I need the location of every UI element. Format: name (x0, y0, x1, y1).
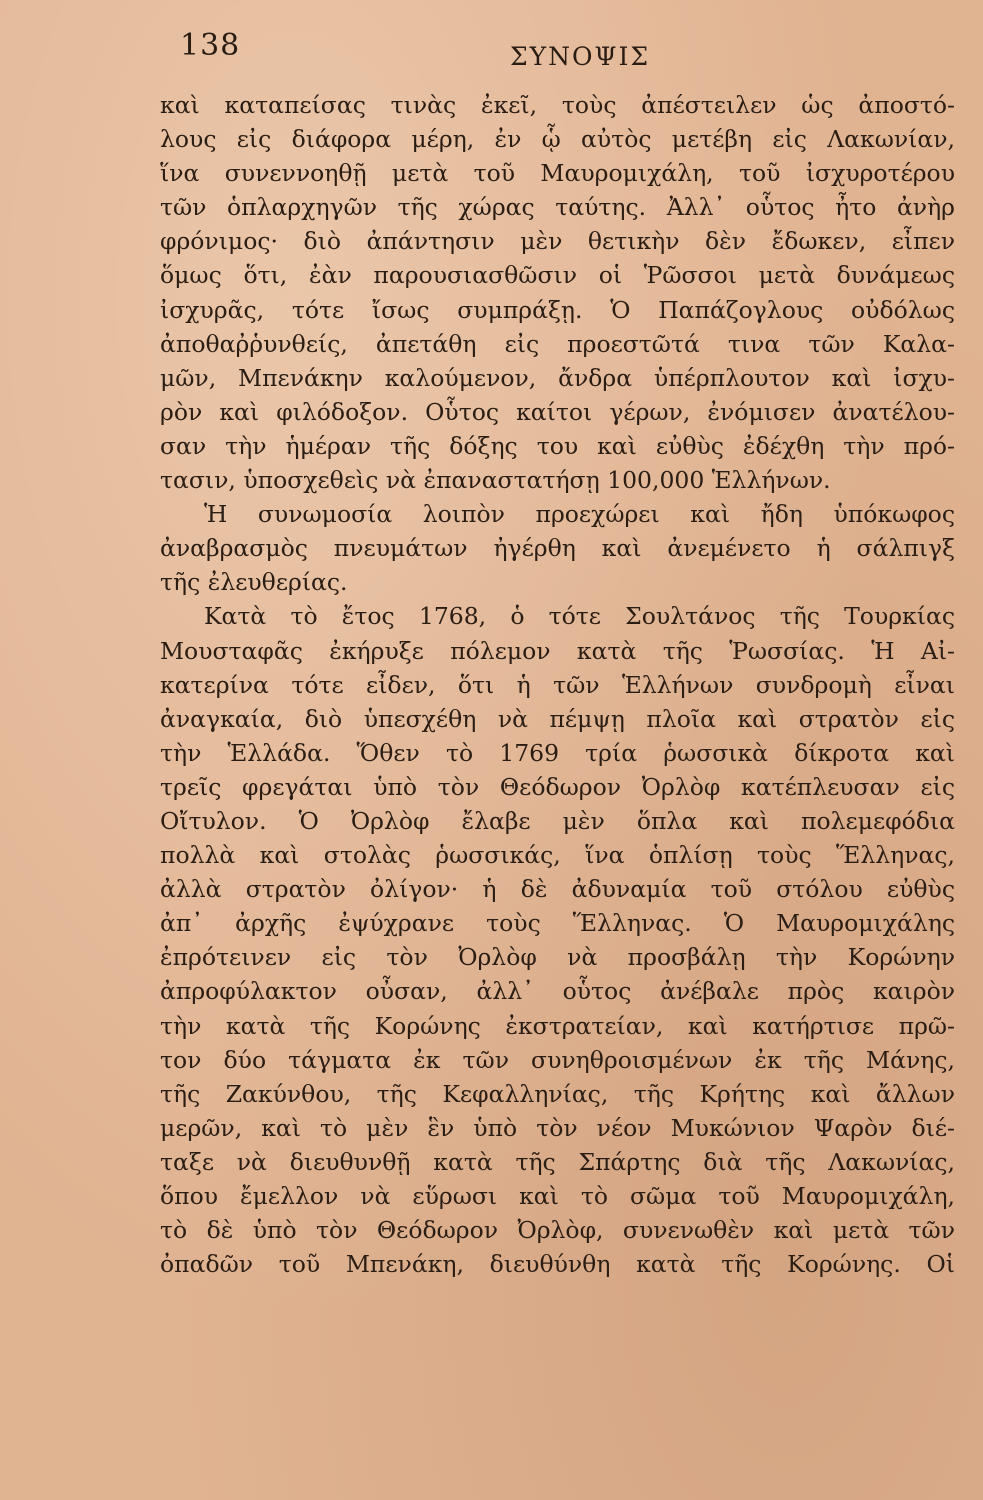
text-line: ταξε νὰ διευθυνθῇ κατὰ τῆς Σπάρτης διὰ τῆς Λακωνίας, (160, 1147, 955, 1176)
body-text (160, 88, 955, 1281)
text-line: ἀποθαῤῥυνθείς, ἀπετάθη εἰς προεστῶτά τινα τῶν Καλα- (160, 329, 955, 358)
text-line: ἀλλὰ στρατὸν ὀλίγον· ἡ δὲ ἀδυναμία τοῦ στόλου εὐθὺς (160, 875, 955, 904)
text-line: Ἡ συνωμοσία λοιπὸν προεχώρει καὶ ἤδη ὑπόκωφος (204, 500, 955, 529)
text-line: τῆς Ζακύνθου, τῆς Κεφαλληνίας, τῆς Κρήτης καὶ ἄλλων (160, 1079, 955, 1108)
text-line: μῶν, Μπενάκην καλούμενον, ἄνδρα ὑπέρπλουτον καὶ ἰσχυ- (160, 363, 955, 392)
text-line: κατερίνα τότε εἶδεν, ὅτι ἡ τῶν Ἑλλήνων συνδρομὴ εἶναι (160, 670, 955, 699)
text-line: Οἴτυλον. Ὁ Ὀρλὸφ ἔλαβε μὲν ὅπλα καὶ πολεμεφόδια (160, 806, 955, 835)
text-line: τὸ δὲ ὑπὸ τὸν Θεόδωρον Ὀρλὸφ, συνενωθὲν καὶ μετὰ τῶν (160, 1216, 955, 1245)
text-line: μερῶν, καὶ τὸ μὲν ἓν ὑπὸ τὸν νέον Μυκώνιον Ψαρὸν διέ- (160, 1113, 955, 1142)
text-line: ἵνα συνεννοηθῇ μετὰ τοῦ Μαυρομιχάλη, τοῦ ἰσχυροτέρου (160, 159, 955, 188)
text-line: ἰσχυρᾶς, τότε ἴσως συμπράξῃ. Ὁ Παπάζογλους οὐδόλως (160, 295, 955, 324)
text-line: ἀναβρασμὸς πνευμάτων ἠγέρθη καὶ ἀνεμένετο ἡ σάλπιγξ (160, 534, 955, 563)
text-line: τὴν κατὰ τῆς Κορώνης ἐκστρατείαν, καὶ κατήρτισε πρῶ- (160, 1011, 955, 1040)
text-line: ἀπ᾽ ἀρχῆς ἐψύχρανε τοὺς Ἕλληνας. Ὁ Μαυρομιχάλης (160, 909, 955, 938)
text-line: ἀπροφύλακτον οὖσαν, ἀλλ᾽ οὗτος ἀνέβαλε πρὸς καιρὸν (160, 977, 955, 1006)
text-line: τρεῖς φρεγάται ὑπὸ τὸν Θεόδωρον Ὀρλὸφ κατέπλευσαν εἰς (160, 772, 955, 801)
running-title: ΣΥΝΟΨΙΣ (510, 42, 651, 71)
text-line: τασιν, ὑποσχεθεὶς νὰ ἐπαναστατήσῃ 100,000 Ἑλλήνων. (160, 466, 831, 495)
text-line: τὴν Ἑλλάδα. Ὅθεν τὸ 1769 τρία ῥωσσικὰ δίκροτα καὶ (160, 738, 955, 767)
page-header (180, 28, 923, 78)
text-line: σαν τὴν ἡμέραν τῆς δόξης του καὶ εὐθὺς ἐδέχθη τὴν πρό- (160, 431, 955, 460)
text-line: ὅπου ἔμελλον νὰ εὕρωσι καὶ τὸ σῶμα τοῦ Μαυρομιχάλη, (160, 1182, 955, 1210)
text-line: ὅμως ὅτι, ἐὰν παρουσιασθῶσιν οἱ Ῥῶσσοι μετὰ δυνάμεως (160, 261, 955, 290)
text-line: φρόνιμος· διὸ ἀπάντησιν μὲν θετικὴν δὲν ἔδωκεν, εἶπεν (160, 227, 955, 256)
text-line: ρὸν καὶ φιλόδοξον. Οὗτος καίτοι γέρων, ἐνόμισεν ἀνατέλου- (160, 397, 955, 426)
text-line: τον δύο τάγματα ἐκ τῶν συνηθροισμένων ἐκ τῆς Μάνης, (160, 1045, 955, 1074)
page-number: 138 (180, 28, 241, 63)
text-line: ἀναγκαία, διὸ ὑπεσχέθη νὰ πέμψῃ πλοῖα καὶ στρατὸν εἰς (160, 704, 955, 733)
text-line: πολλὰ καὶ στολὰς ῥωσσικάς, ἵνα ὁπλίσῃ τοὺς Ἕλληνας, (160, 841, 955, 870)
text-line: ὀπαδῶν τοῦ Μπενάκη, διευθύνθη κατὰ τῆς Κορώνης. Οἱ (160, 1250, 955, 1279)
text-line: τῆς ἐλευθερίας. (160, 568, 348, 597)
text-line: ἐπρότεινεν εἰς τὸν Ὀρλὸφ νὰ προσβάλῃ τὴν Κορώνην (160, 943, 955, 972)
text-line: τῶν ὁπλαρχηγῶν τῆς χώρας ταύτης. Ἀλλ᾽ οὗτος ἦτο ἀνὴρ (160, 193, 955, 222)
text-line: λους εἰς διάφορα μέρη, ἐν ᾧ αὐτὸς μετέβη εἰς Λακωνίαν, (160, 125, 955, 154)
text-line: Κατὰ τὸ ἔτος 1768, ὁ τότε Σουλτάνος τῆς Τουρκίας (204, 602, 955, 631)
text-line: Μουσταφᾶς ἐκήρυξε πόλεμον κατὰ τῆς Ῥωσσίας. Ἡ Αἰ- (160, 636, 955, 665)
text-line: καὶ καταπείσας τινὰς ἐκεῖ, τοὺς ἀπέστειλεν ὡς ἀποστό- (160, 91, 955, 119)
